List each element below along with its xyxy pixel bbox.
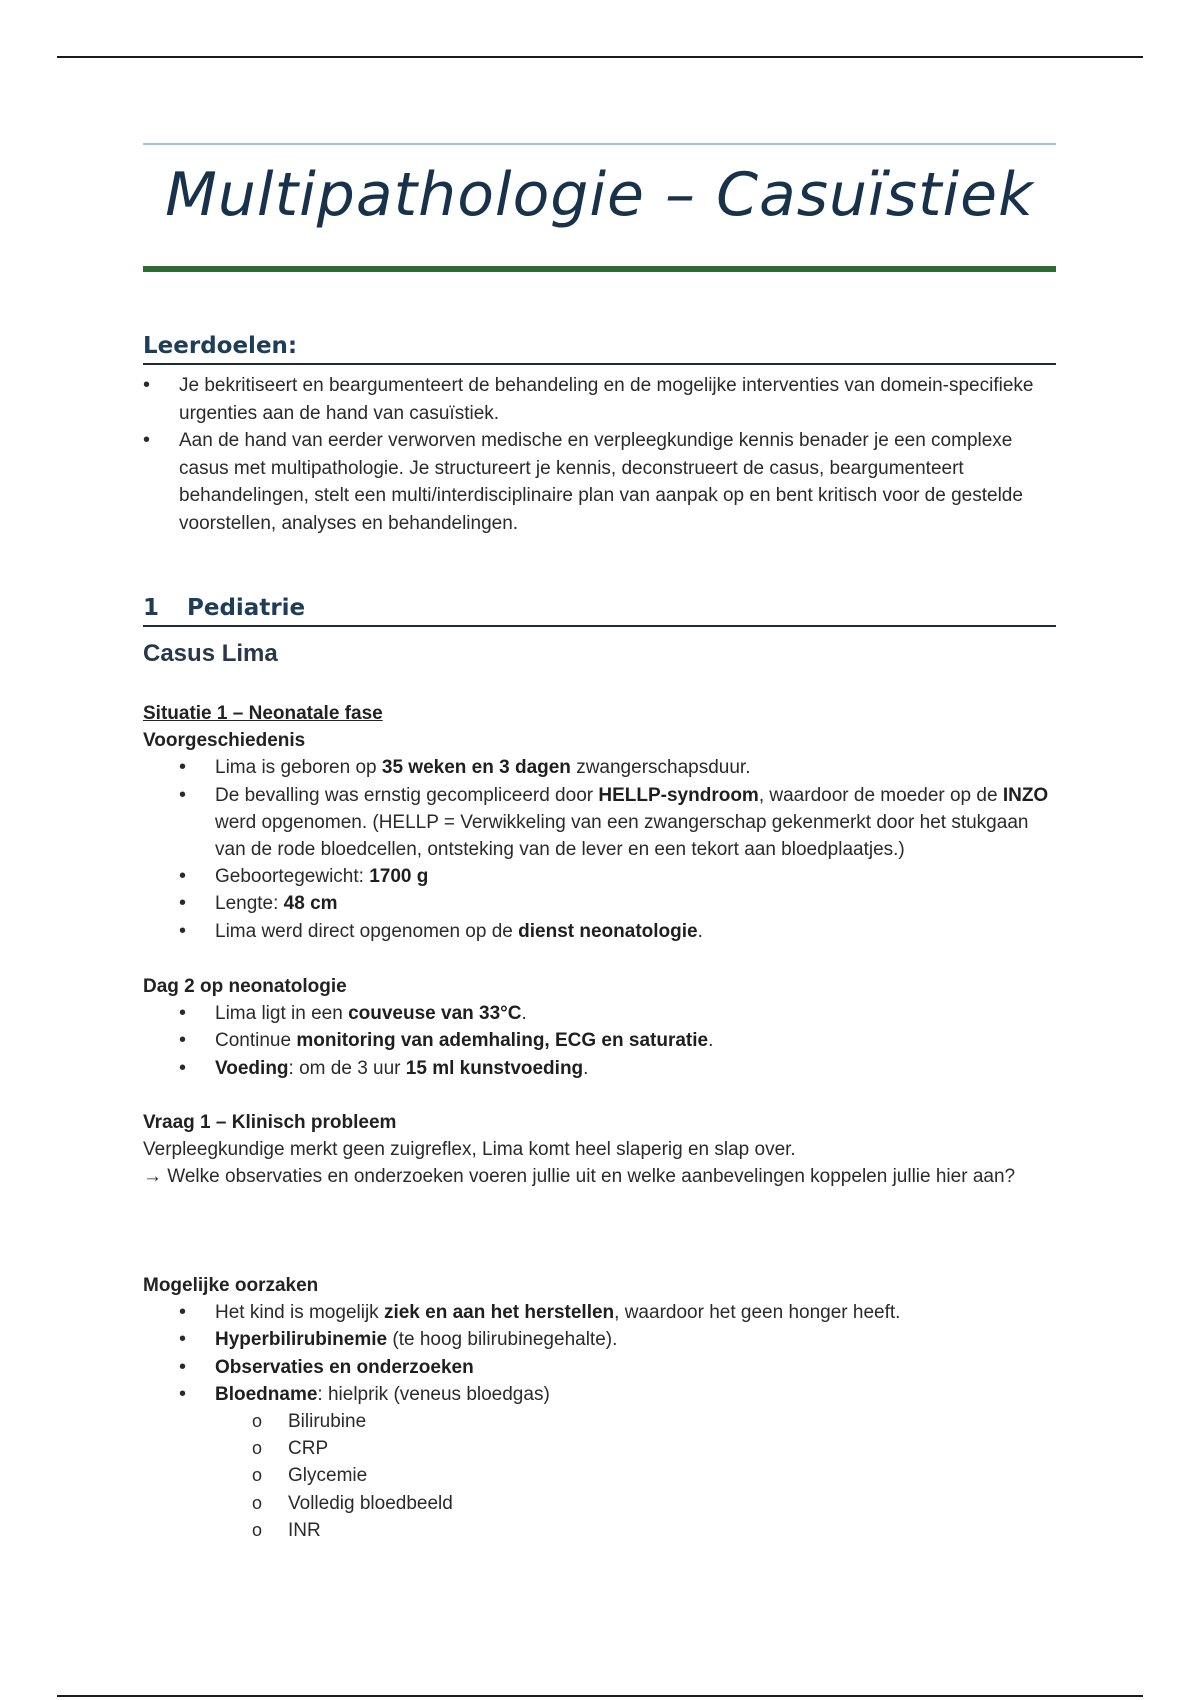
- list-item: • Lima is geboren op 35 weken en 3 dagen zwangerschapsduur.: [143, 754, 1056, 781]
- leerdoelen-list: [143, 372, 1056, 537]
- voorgeschiedenis-list: [143, 754, 1056, 944]
- list-item: • Voeding: om de 3 uur 15 ml kunstvoeding.: [143, 1055, 1056, 1082]
- vraag1-observation: Verpleegkundige merkt geen zuigreflex, Lima komt heel slaperig en slap over.: [143, 1139, 796, 1161]
- title-rule-top: [143, 143, 1056, 145]
- sub-list-item: o Glycemie: [143, 1462, 1056, 1489]
- vraag1-heading: Vraag 1 – Klinisch probleem: [143, 1112, 397, 1133]
- list-item: • Observaties en onderzoeken: [143, 1354, 1056, 1381]
- voorgeschiedenis-heading: Voorgeschiedenis: [143, 730, 306, 752]
- oorzaken-list: [143, 1299, 1056, 1408]
- oorzaken-heading: Mogelijke oorzaken: [143, 1275, 319, 1296]
- list-item: • Het kind is mogelijk ziek en aan het herstellen, waardoor het geen honger heeft.: [143, 1299, 1056, 1326]
- page-bottom-rule: [57, 1695, 1143, 1697]
- sub-list-item: o INR: [143, 1517, 1056, 1544]
- situatie-heading: Situatie 1 – Neonatale fase: [143, 703, 383, 724]
- list-item: • Hyperbilirubinemie (te hoog bilirubinegehalte).: [143, 1326, 1056, 1353]
- list-item: • Lengte: 48 cm: [143, 890, 1056, 917]
- section-number: 1: [143, 595, 160, 621]
- voorgeschiedenis-block: [143, 700, 1056, 945]
- section-heading-pediatrie: [143, 595, 1056, 627]
- list-item: • Aan de hand van eerder verworven medische en verpleegkundige kennis benader je een complexe casus met multipathologie. Je structureert je kennis, deconstrueert de casus, beargumenteert behandelingen, stelt een multi/interdisciplinaire plan van aanpak op en bent kritisch voor de gestelde voorstellen, analyses en behandelingen.: [143, 427, 1056, 537]
- vraag1-block: [143, 1109, 1056, 1191]
- list-item: • De bevalling was ernstig gecompliceerd door HELLP-syndroom, waardoor de moeder op de INZO werd opgenomen. (HELLP = Verwikkeling van een zwangerschap gekenmerkt door het stukgaan van de rode bloedcellen, ontsteking van de lever en een tekort aan bloedplaatjes.): [143, 782, 1056, 864]
- section-title: Pediatrie: [187, 595, 306, 621]
- vraag1-question: → Welke observaties en onderzoeken voeren jullie uit en welke aanbevelingen koppelen jullie hier aan?: [143, 1166, 1016, 1188]
- sub-list-item: o Bilirubine: [143, 1408, 1056, 1435]
- dag2-list: [143, 1000, 1056, 1082]
- casus-title: Casus Lima: [143, 640, 278, 667]
- leerdoelen-heading: Leerdoelen:: [143, 333, 1056, 365]
- bloedname-sublist: [143, 1408, 1056, 1544]
- page-top-rule: [57, 56, 1143, 58]
- title-rule-bottom: [143, 266, 1056, 272]
- sub-list-item: o Volledig bloedbeeld: [143, 1490, 1056, 1517]
- sub-list-item: o CRP: [143, 1435, 1056, 1462]
- list-item: • Lima werd direct opgenomen op de dienst neonatologie.: [143, 918, 1056, 945]
- dag2-heading: Dag 2 op neonatologie: [143, 976, 347, 997]
- list-item: • Geboortegewicht: 1700 g: [143, 863, 1056, 890]
- list-item: • Lima ligt in een couveuse van 33°C.: [143, 1000, 1056, 1027]
- list-item: • Bloedname: hielprik (veneus bloedgas): [143, 1381, 1056, 1408]
- dag2-block: [143, 973, 1056, 1082]
- list-item: • Continue monitoring van ademhaling, ECG en saturatie.: [143, 1027, 1056, 1054]
- oorzaken-block: [143, 1272, 1056, 1544]
- list-item: • Je bekritiseert en beargumenteert de behandeling en de mogelijke interventies van domein-specifieke urgenties aan de hand van casuïstiek.: [143, 372, 1056, 427]
- document-title: Multipathologie – Casuïstiek: [165, 160, 1034, 230]
